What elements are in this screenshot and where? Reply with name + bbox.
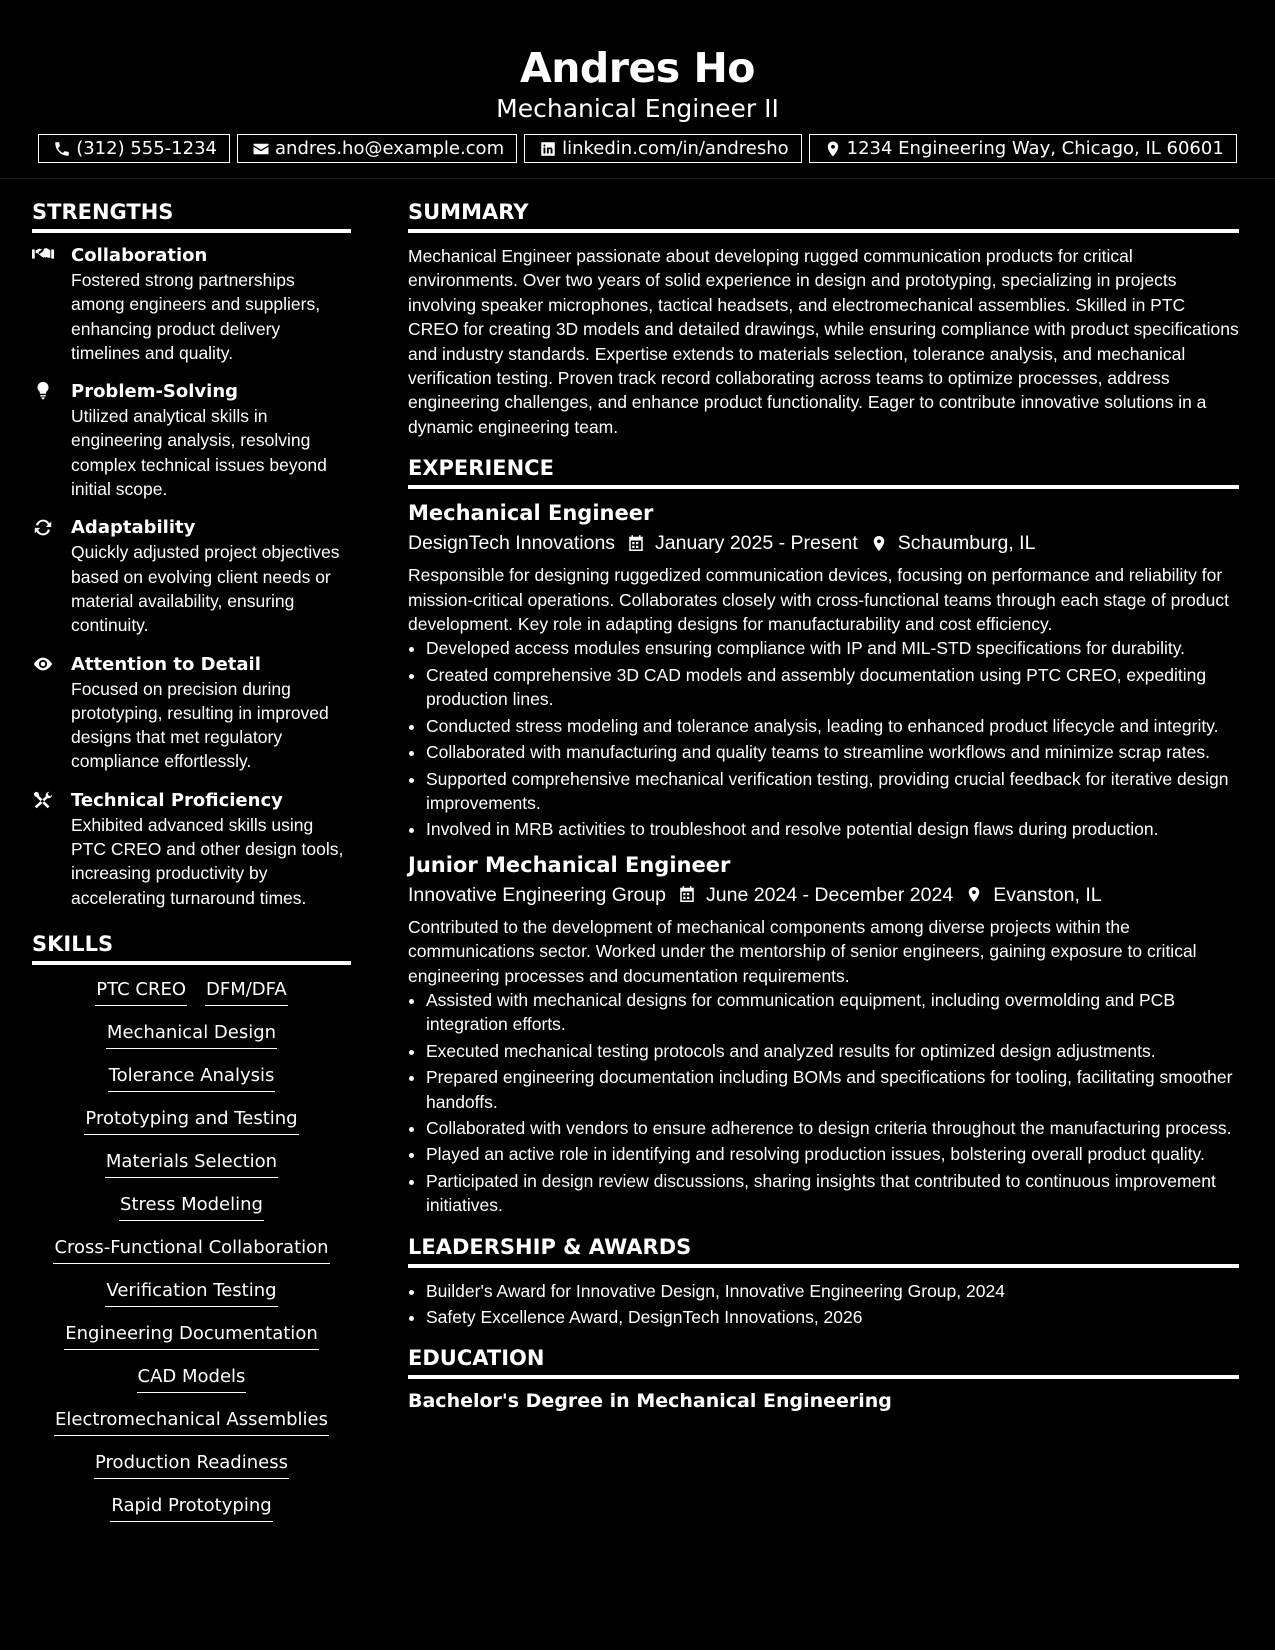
skill-tag: PTC CREO [95, 978, 187, 1006]
job-meta [408, 880, 1239, 910]
job-bullet: • Assisted with mechanical designs for communication equipment, including overmolding and PCB integration efforts. [426, 988, 1239, 1037]
skill-tag: Tolerance Analysis [108, 1064, 276, 1092]
lightbulb-icon [32, 381, 56, 403]
strength-name: Problem-Solving [71, 381, 239, 403]
skills-row [32, 1021, 351, 1049]
skill-tag: CAD Models [137, 1365, 247, 1393]
tools-icon [32, 790, 56, 812]
skill-tag: Prototyping and Testing [84, 1107, 298, 1135]
job-dates: January 2025 - Present [655, 532, 858, 555]
contact-phone-text: (312) 555-1234 [76, 138, 217, 159]
job-company: DesignTech Innovations [408, 532, 616, 555]
map-pin-icon [870, 534, 888, 553]
strength-item [32, 380, 351, 501]
right-column [408, 200, 1239, 1412]
strength-name: Collaboration [71, 245, 208, 266]
job-bullet: • Supported comprehensive mechanical verification testing, providing crucial feedback for iterative design improvements. [426, 767, 1239, 816]
education-heading: EDUCATION [408, 1346, 1239, 1379]
job-bullet: • Collaborated with vendors to ensure adherence to design criteria throughout the manufacturing process. [426, 1116, 1239, 1140]
job-bullet: • Conducted stress modeling and tolerance analysis, leading to enhanced product lifecycle and integrity. [426, 714, 1239, 738]
skills-row [32, 1150, 351, 1178]
candidate-name: Andres Ho [520, 44, 755, 92]
phone-icon [53, 140, 71, 158]
contact-phone[interactable] [38, 134, 230, 163]
strengths-heading: STRENGTHS [32, 200, 351, 233]
contact-email[interactable] [237, 134, 517, 163]
job-bullet: • Participated in design review discussions, sharing insights that contributed to continuous improvement initiatives. [426, 1169, 1239, 1218]
skills-row [32, 1236, 351, 1264]
strength-desc: Fostered strong partnerships among engineers and suppliers, enhancing product delivery timelines and quality. [71, 270, 321, 363]
awards-heading: LEADERSHIP & AWARDS [408, 1235, 1239, 1268]
education-degree: Bachelor's Degree in Mechanical Engineering [408, 1390, 892, 1413]
skills-list [32, 978, 351, 1522]
skills-row [32, 1408, 351, 1436]
job-company: Innovative Engineering Group [408, 883, 667, 906]
job-bullet: • Developed access modules ensuring compliance with IP and MIL-STD specifications for durability. [426, 636, 1239, 660]
strength-desc: Exhibited advanced skills using PTC CREO and other design tools, increasing productivity by accelerating turnaround times. [71, 814, 344, 908]
strength-desc: Focused on precision during prototyping, resulting in improved designs that met regulatory compliance effortlessly. [71, 678, 329, 772]
contact-address-text: 1234 Engineering Way, Chicago, IL 60601 [846, 138, 1224, 159]
contact-address [809, 134, 1237, 163]
contact-email-text: andres.ho@example.com [275, 138, 505, 159]
calendar-icon [678, 885, 696, 904]
skill-tag: Production Readiness [94, 1451, 289, 1479]
summary-text: Mechanical Engineer passionate about developing rugged communication products for critical environments. Over two years of solid experience in design and prototyping, specializing in projects involving speaker microphones, tactical headsets, and electromechanical assemblies. Skilled in PTC CREO for creating 3D models and detailed drawings, while ensuring compliance with product specifications and industry standards. Expertise extends to materials selection, tolerance analysis, and mechanical verification testing. Proven track record collaborating across teams to optimize processes, address engineering challenges, and enhance product functionality. Eager to contribute innovative solutions in a dynamic engineering team. [408, 246, 1239, 437]
skill-tag: Engineering Documentation [64, 1322, 318, 1350]
skill-tag: DFM/DFA [205, 978, 288, 1006]
calendar-icon [627, 534, 645, 553]
job-location-group [965, 880, 1101, 910]
contact-linkedin[interactable] [524, 134, 802, 163]
strength-name: Adaptability [71, 517, 196, 539]
job-bullet: • Played an active role in identifying and resolving production issues, bolstering overall product quality. [426, 1142, 1239, 1166]
job-bullet: • Prepared engineering documentation including BOMs and specifications for tooling, facilitating smoother handoffs. [426, 1065, 1239, 1114]
strength-name: Technical Proficiency [71, 789, 283, 811]
strength-item [32, 516, 351, 637]
candidate-title: Mechanical Engineer II [496, 94, 779, 123]
skills-row [32, 1279, 351, 1307]
job-meta [408, 528, 1239, 558]
job-dates-group [678, 880, 953, 910]
map-pin-icon [965, 885, 983, 904]
map-pin-icon [824, 140, 842, 158]
eye-icon [32, 654, 56, 676]
strength-name: Attention to Detail [71, 653, 261, 675]
sync-icon [32, 517, 56, 539]
handshake-icon [32, 245, 56, 267]
strength-desc: Utilized analytical skills in engineering analysis, resolving complex technical issues beyond initial scope. [71, 406, 327, 500]
skills-heading: SKILLS [32, 932, 351, 965]
job-title: Mechanical Engineer [408, 501, 654, 526]
job-location: Schaumburg, IL [897, 532, 1036, 555]
job-bullets [408, 636, 1239, 841]
job-entry [408, 500, 1239, 841]
skill-tag: Mechanical Design [106, 1021, 277, 1049]
job-dates-group [627, 528, 858, 558]
job-bullet: • Collaborated with manufacturing and quality teams to streamline workflows and minimize scrap rates. [426, 740, 1239, 764]
job-bullet: • Involved in MRB activities to troubleshoot and resolve potential design flaws during production. [426, 817, 1239, 841]
skill-tag: Cross-Functional Collaboration [53, 1236, 329, 1264]
strength-desc: Quickly adjusted project objectives based on evolving client needs or material availability, ensuring continuity. [71, 542, 340, 636]
skill-tag: Materials Selection [105, 1150, 278, 1178]
award-item: • Builder's Award for Innovative Design, Innovative Engineering Group, 2024 [426, 1279, 1239, 1303]
job-bullets [408, 988, 1239, 1218]
skills-row [32, 978, 351, 1006]
summary-heading: SUMMARY [408, 200, 1239, 233]
strength-item [32, 653, 351, 774]
skill-tag: Verification Testing [105, 1279, 277, 1307]
job-description: Responsible for designing ruggedized communication devices, focusing on performance and reliability for mission-critical operations. Collaborates closely with cross-functional teams through each stage of product development. Key role in adapting designs for manufacturability and cost efficiency. [408, 565, 1229, 635]
skill-tag: Stress Modeling [119, 1193, 264, 1221]
skills-row [32, 1322, 351, 1350]
awards-list [408, 1279, 1239, 1330]
award-item: • Safety Excellence Award, DesignTech Innovations, 2026 [426, 1305, 1239, 1329]
skill-tag: Rapid Prototyping [110, 1494, 272, 1522]
job-bullet: • Executed mechanical testing protocols and analyzed results for optimized design adjustments. [426, 1039, 1239, 1063]
job-location-group [870, 528, 1036, 558]
job-description: Contributed to the development of mechanical components among diverse projects within the communications sector. Worked under the mentorship of senior engineers, gaining exposure to critical engineering processes and documentation requirements. [408, 916, 1197, 986]
skills-row [32, 1193, 351, 1221]
job-entry [408, 852, 1239, 1218]
contact-linkedin-text: linkedin.com/in/andresho [562, 138, 789, 159]
contact-bar [0, 134, 1275, 163]
left-column [32, 200, 351, 1522]
skills-row [32, 1107, 351, 1135]
strength-item [32, 244, 351, 365]
job-title: Junior Mechanical Engineer [408, 852, 731, 877]
skills-row [32, 1064, 351, 1092]
skills-row [32, 1494, 351, 1522]
linkedin-icon [539, 140, 557, 158]
experience-heading: EXPERIENCE [408, 456, 1239, 489]
job-location: Evanston, IL [993, 883, 1102, 906]
strength-item [32, 789, 351, 910]
job-dates: June 2024 - December 2024 [706, 883, 954, 906]
skill-tag: Electromechanical Assemblies [54, 1408, 329, 1436]
envelope-icon [252, 140, 270, 158]
resume-header [0, 0, 1275, 179]
skills-row [32, 1365, 351, 1393]
job-bullet: • Created comprehensive 3D CAD models and assembly documentation using PTC CREO, expediting production lines. [426, 663, 1239, 712]
skills-row [32, 1451, 351, 1479]
